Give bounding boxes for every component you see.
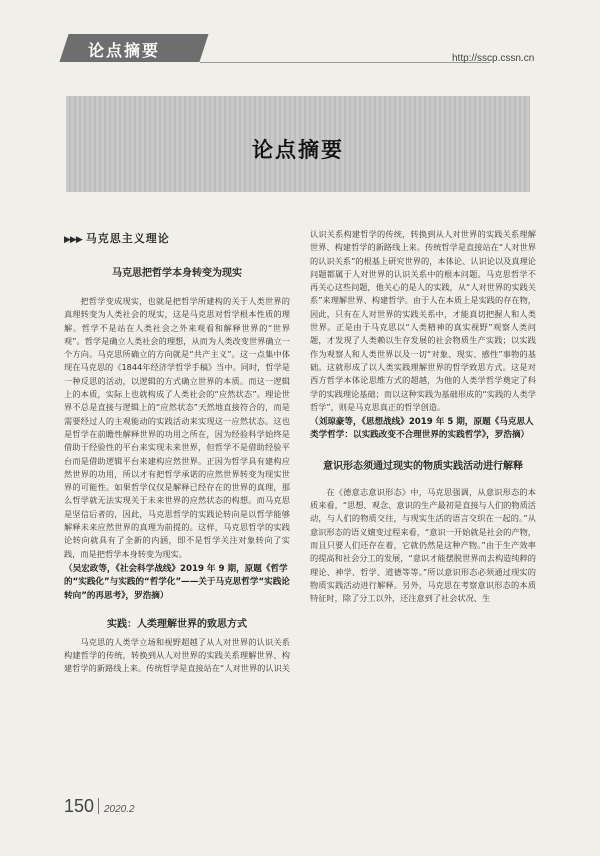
section-tab-label: 论点摘要 (88, 41, 161, 60)
issue-date: 2020.2 (104, 804, 135, 815)
article-body-2: 马克思的人类学立场和视野超越了从人对世界的认识关系构建哲学的传统，转换到从人对世界的实践关系理解世界、构建哲学的新路线上来。传统哲学是直接站在“人对世界的认识关 (64, 636, 290, 674)
page-number: 150 (64, 796, 95, 816)
triple-arrow-icon: ▶▶▶ (64, 235, 82, 245)
section-heading (64, 230, 290, 246)
article-source-2: （刘琼豪等，《思想战线》2019 年 5 期，原题《马克思人类学哲学：以实践改变不合理世界的实践哲学》，罗浩摘） (310, 417, 534, 441)
article-body-2-continued: 认识关系构建哲学的传统，转换到从人对世界的实践关系理解世界、构建哲学的新路线上来。传统哲学是直接站在“人对世界的认识关系”的根基上研究世界的，本体论、认识论以及真理论问题都属于人对世界的认识关系中的根本问题。马克思哲学不再关心这些问题，他关心的是人的实践，从“人对世界的实践关系”来理解世界、构建哲学。由于人在本质上是实践的存在物，因此，只有在人对世界的实践关系中，才能真切把握人和人类世界。正是由于马克思以“人类精神的真实视野”观察人类问题，才发现了人类赖以生存发展的社会物质生产实践；以实践作为观察人和人类世界以及一切“对象、现实、感性”事物的基础。这就形成了以人类实践理解世界的哲学致思方式。这是对西方哲学本体论思维方式的超越，为他的人类学哲学奠定了科学的实践理论基础；而以这种实践为基础形成的“实践的人类学哲学”，则是马克思真正的哲学创造。 (310, 229, 536, 412)
right-column (310, 228, 536, 605)
article-source-1: （吴宏政等，《社会科学战线》2019 年 9 期，原题《哲学的“实践化”与实践的“哲学化”——关于马克思哲学“实践论转向”的再思考》，罗浩摘） (64, 563, 290, 601)
article-body-3: 在《德意志意识形态》中，马克思强调，从意识形态的本质来看，“思想、观念、意识的生产最初是直接与人们的物质活动，与人们的物质交往，与现实生活的语言交织在一起的。”从意识形态的语义嬗变过程来看，“意识一开始就是社会的产物，而且只要人们还存在着，它就仍然是这种产物。”由于生产效率的提高和社会分工的发展，“意识才能摆脱世界而去构造纯粹的理论、神学、哲学、道德等等。”所以意识形态必须通过现实的物质实践活动进行解释。另外，马克思在考察意识形态的本质特征时，除了分工以外，还注意到了社会状况、生 (310, 486, 536, 604)
left-column (64, 228, 290, 676)
section-heading-label: 马克思主义理论 (85, 232, 170, 245)
page-title: 论点摘要 (252, 138, 344, 162)
article-title-3: 意识形态须通过现实的物质实践活动进行解释 (323, 460, 523, 472)
title-banner (66, 96, 530, 192)
header-rule (200, 62, 490, 63)
footer-divider (98, 798, 99, 814)
article-body-1: 把哲学变成现实，也就是把哲学所建构的关于人类世界的真理转变为人类社会的现实，这是马克思对哲学根本性质的理解。哲学不是站在人类社会之外来观看和解释世界的“世界观”。哲学是确立人类社会的理想，从而为人类改变世界确立一个方向。马克思所确立的方向就是“共产主义”。这一点集中体现在马克思的《1844年经济学哲学手稿》当中。同时，哲学是一种反思的活动，以逻辑的方式确立世界的本质。而这一逻辑上的本质，实际上也就构成了人类社会的“应然状态”。理论世界不总是直接与逻辑上的“应然状态”天然地直接符合的，而是需要经过人的主观能动的实践活动来实现这一应然状态。这也是哲学在前瞻性解释世界的功用之所在，因为经验科学始终是借助于经验性的平台来实现未来世界，但哲学不是借助经验平台而是借助逻辑平台来建构应然世界。正因为哲学具有建构应然世界的功用，所以才有把哲学承诺的应然世界转变为现实世界的可能性。如果哲学仅仅是解释已经存在的世界的真理，那么哲学就无法实现关于未来世界的应然状态的构想。而马克思是坚信后者的，因此，马克思哲学的实践论转向是以哲学能够解释未来应然世界的真理为前提的。这样，马克思哲学的实践论转向就具有了全新的内涵，即不是哲学关注对象转向了实践，而是把哲学本身转变为现实。 (64, 296, 290, 559)
article-title-1: 马克思把哲学本身转变为现实 (112, 268, 242, 279)
header-url[interactable]: http://sscp.cssn.cn (452, 53, 535, 64)
article-title-2: 实践：人类理解世界的致思方式 (107, 618, 247, 630)
